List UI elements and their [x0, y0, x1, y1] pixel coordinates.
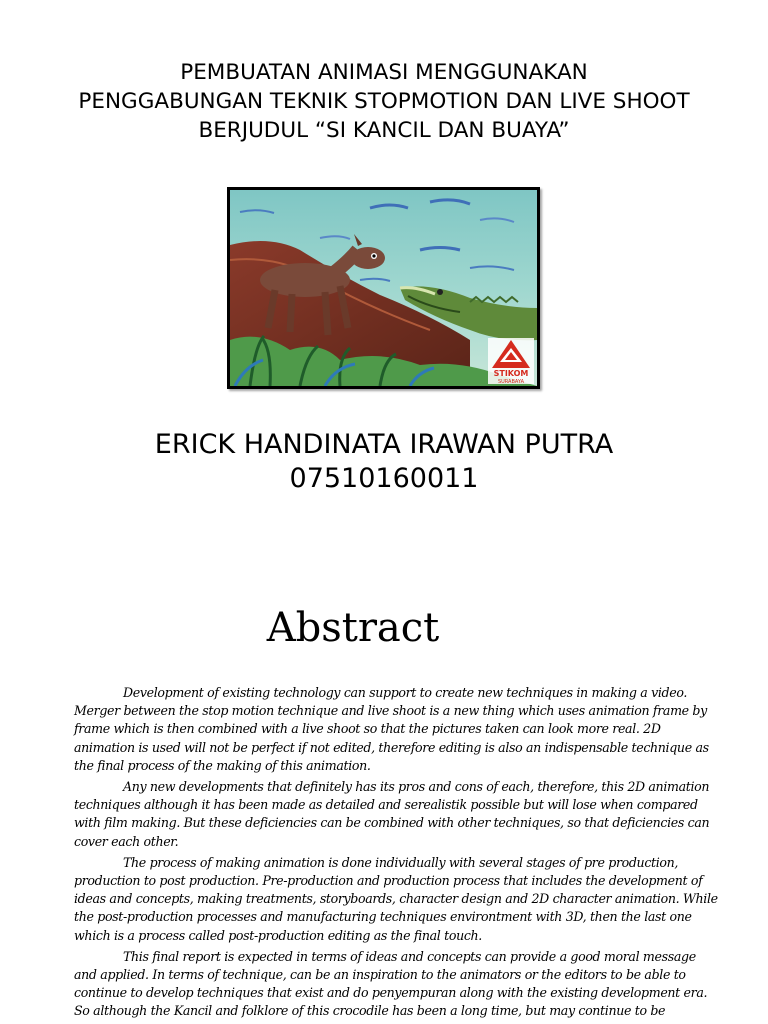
abstract-paragraph-1: Development of existing technology can support to create new techniques in making a video. Merger between the stop motion technique and live shoot is a new thing which uses animation frame by frame which is then combined with a live shoot so that the pictures taken can look more real. 2D animation is used will not be perfect if not edited, therefore editing is also an indispensable technique as the final process of the making of this animation.: [74, 685, 709, 773]
cover-illustration: [227, 187, 540, 389]
title-line-1: PEMBUATAN ANIMASI MENGGUNAKAN: [180, 60, 588, 85]
document-title: [0, 58, 768, 145]
abstract-heading: Abstract: [266, 605, 440, 651]
student-id: 07510160011: [289, 463, 479, 494]
logo-subtext: SURABAYA: [497, 379, 525, 385]
title-line-2: PENGGABUNGAN TEKNIK STOPMOTION DAN LIVE SHOOT: [78, 89, 690, 114]
logo-text: STIKOM: [493, 369, 529, 378]
abstract-paragraph-2: Any new developments that definitely has its pros and cons of each, therefore, this 2D animation techniques although it has been made as detailed and serealistik possible but will lose when compared with film making. But these deficiencies can be combined with other techniques, so that deficiencies can cover each other.: [74, 779, 710, 849]
abstract-body: [74, 684, 719, 1024]
author-name: ERICK HANDINATA IRAWAN PUTRA: [154, 429, 614, 460]
cover-illustration-svg: [230, 190, 537, 386]
stikom-logo: [488, 338, 534, 385]
author-block: [0, 428, 768, 496]
title-line-3: BERJUDUL “SI KANCIL DAN BUAYA”: [198, 118, 570, 143]
abstract-paragraph-4: This final report is expected in terms of ideas and concepts can provide a good moral message and applied. In terms of technique, can be an inspiration to the animators or the editors to be able to continue to develop techniques that exist and do penyempuran along with the existing development era. So although the Kancil and folklore of this crocodile has been a long time, but may continue to be: [74, 948, 708, 1019]
abstract-paragraph-3: The process of making animation is done individually with several stages of pre production, production to post production. Pre-production and production process that includes the development of ideas and concepts, making treatments, storyboards, character design and 2D character animation. While the post-production processes and manufacturing techniques environtment with 3D, then the last one which is a process called post-production editing as the final touch.: [74, 854, 718, 943]
